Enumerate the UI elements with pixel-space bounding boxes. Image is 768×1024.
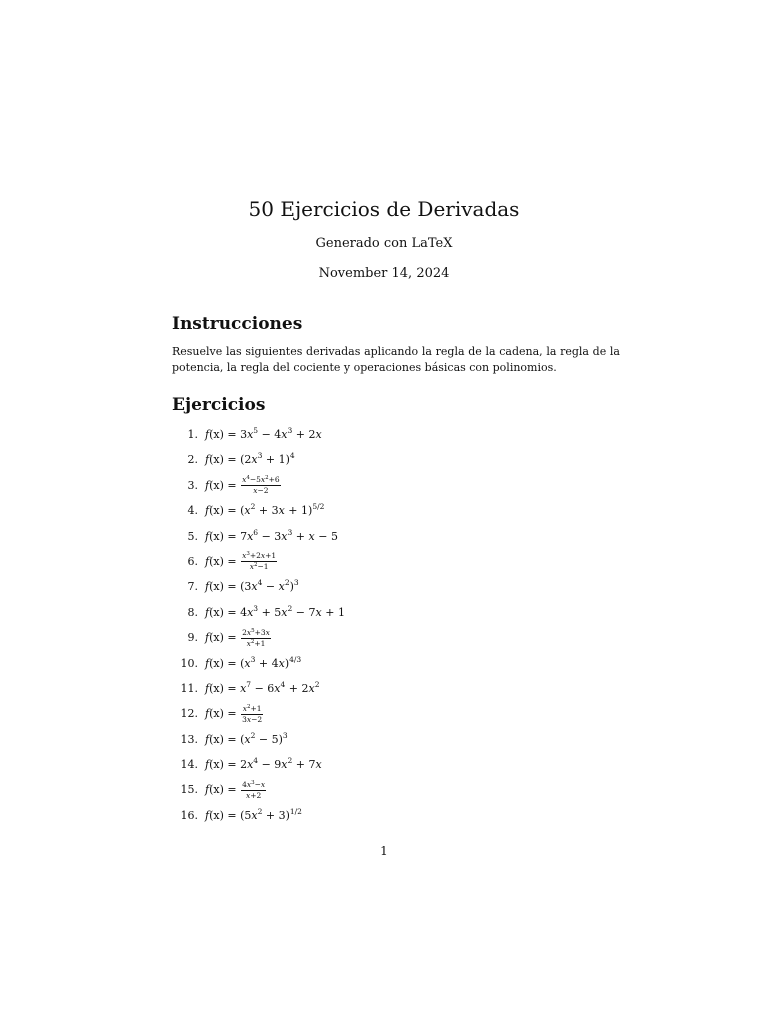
exercise-expression: $f(x) = (2x^3 + 1)^4$: [205, 451, 295, 467]
document-date: November 14, 2024: [318, 266, 450, 281]
exercise-item: [172, 752, 612, 777]
exercise-number: 10.: [180, 656, 198, 670]
instructions-paragraph: Resuelve las siguientes derivadas aplicando la regla de la cadena, la regla de la potencia, la regla del cociente y operaciones básicas con polinomios.: [172, 345, 620, 374]
fraction-denominator: $x^2+1$: [246, 638, 266, 648]
exercise-number: 6.: [187, 554, 198, 568]
exercise-item: [172, 701, 612, 726]
exercise-number: 1.: [187, 428, 198, 441]
fraction: [241, 476, 281, 495]
exercise-number: 15.: [180, 783, 198, 797]
exercise-number: 11.: [180, 681, 198, 695]
fraction-numerator: $x^4-5x^2+6$: [242, 475, 280, 485]
exercise-item: [172, 625, 612, 650]
exercise-item: [172, 498, 612, 523]
section-heading-ejercicios: Ejercicios: [172, 395, 266, 415]
exercise-expression: $f(x) = (5x^2 + 3)^{1/2}$: [205, 806, 302, 822]
exercise-item: [172, 803, 612, 828]
exercise-number: 16.: [180, 808, 198, 822]
exercise-number: 14.: [180, 758, 198, 772]
exercise-item: [172, 651, 612, 676]
section-heading-instrucciones: Instrucciones: [172, 314, 303, 334]
exercise-item: [172, 727, 612, 752]
exercise-item: [172, 422, 612, 447]
fraction-numerator: $x^3+2x+1$: [242, 551, 277, 561]
fraction-denominator: x−2: [253, 486, 269, 496]
fraction-denominator: 3x−2: [242, 714, 263, 724]
exercise-item: [172, 549, 612, 574]
page-number: 1: [380, 844, 388, 858]
exercise-expression: $f(x) = 2x^4 - 9x^2 + 7x$: [205, 756, 322, 772]
exercise-expression: f(x) = $\frac{x^3+2x+1}{x^2-1}$: [205, 551, 277, 572]
exercise-expression: $f(x) = (x^3 + 4x)^{4/3}$: [205, 654, 302, 670]
exercise-item: [172, 777, 612, 802]
fraction-numerator: $2x^5+3x$: [242, 627, 270, 637]
exercise-item: [172, 447, 612, 472]
exercise-number: 7.: [187, 580, 198, 594]
exercise-expression: $f(x) = x^7 - 6x^4 + 2x^2$: [205, 679, 320, 695]
fraction: [241, 552, 277, 571]
exercise-expression: $f(x) = (x^2 + 3x + 1)^{5/2}$: [205, 502, 325, 518]
exercise-expression: $f(x) = 3x^5 - 4x^3 + 2x$: [205, 426, 322, 441]
exercise-number: 8.: [187, 605, 198, 619]
exercise-number: 2.: [187, 453, 198, 467]
exercise-expression: $f(x) = 4x^3 + 5x^2 - 7x + 1$: [205, 603, 345, 619]
exercise-number: 9.: [187, 631, 198, 645]
document-author: Generado con LaTeX: [315, 236, 453, 251]
exercise-expression: $f(x) = (x^2 - 5)^3$: [205, 730, 288, 746]
fraction-numerator: $4x^3-x$: [242, 779, 266, 789]
exercise-expression: f(x) = $\frac{x^2+1}{3x-2}$: [205, 703, 263, 724]
document-title: 50 Ejercicios de Derivadas: [248, 197, 520, 221]
exercise-expression: f(x) = $\frac{x^4-5x^2+6}{x-2}$: [205, 475, 280, 496]
exercise-number: 4.: [187, 504, 198, 518]
exercise-expression: f(x) = $\frac{4x^3-x}{x+2}$: [205, 779, 266, 800]
exercise-item: [172, 574, 612, 599]
exercise-item: [172, 473, 612, 498]
exercise-list: [172, 422, 612, 828]
exercise-expression: f(x) = $\frac{2x^5+3x}{x^2+1}$: [205, 627, 270, 648]
exercise-number: 13.: [180, 732, 198, 746]
fraction: [241, 705, 263, 724]
exercise-expression: $f(x) = (3x^4 - x^2)^3$: [205, 578, 299, 594]
exercise-item: [172, 524, 612, 549]
exercise-number: 5.: [187, 529, 198, 543]
fraction-numerator: $x^2+1$: [242, 703, 262, 713]
exercise-expression: $f(x) = 7x^6 - 3x^3 + x - 5$: [205, 527, 338, 543]
fraction-denominator: x+2: [245, 790, 262, 800]
exercise-number: 3.: [187, 478, 198, 492]
exercise-item: [172, 676, 612, 701]
fraction: [241, 781, 266, 800]
fraction: [241, 629, 271, 648]
exercise-item: [172, 600, 612, 625]
exercise-number: 12.: [180, 707, 198, 721]
fraction-denominator: $x^2-1$: [249, 562, 269, 572]
